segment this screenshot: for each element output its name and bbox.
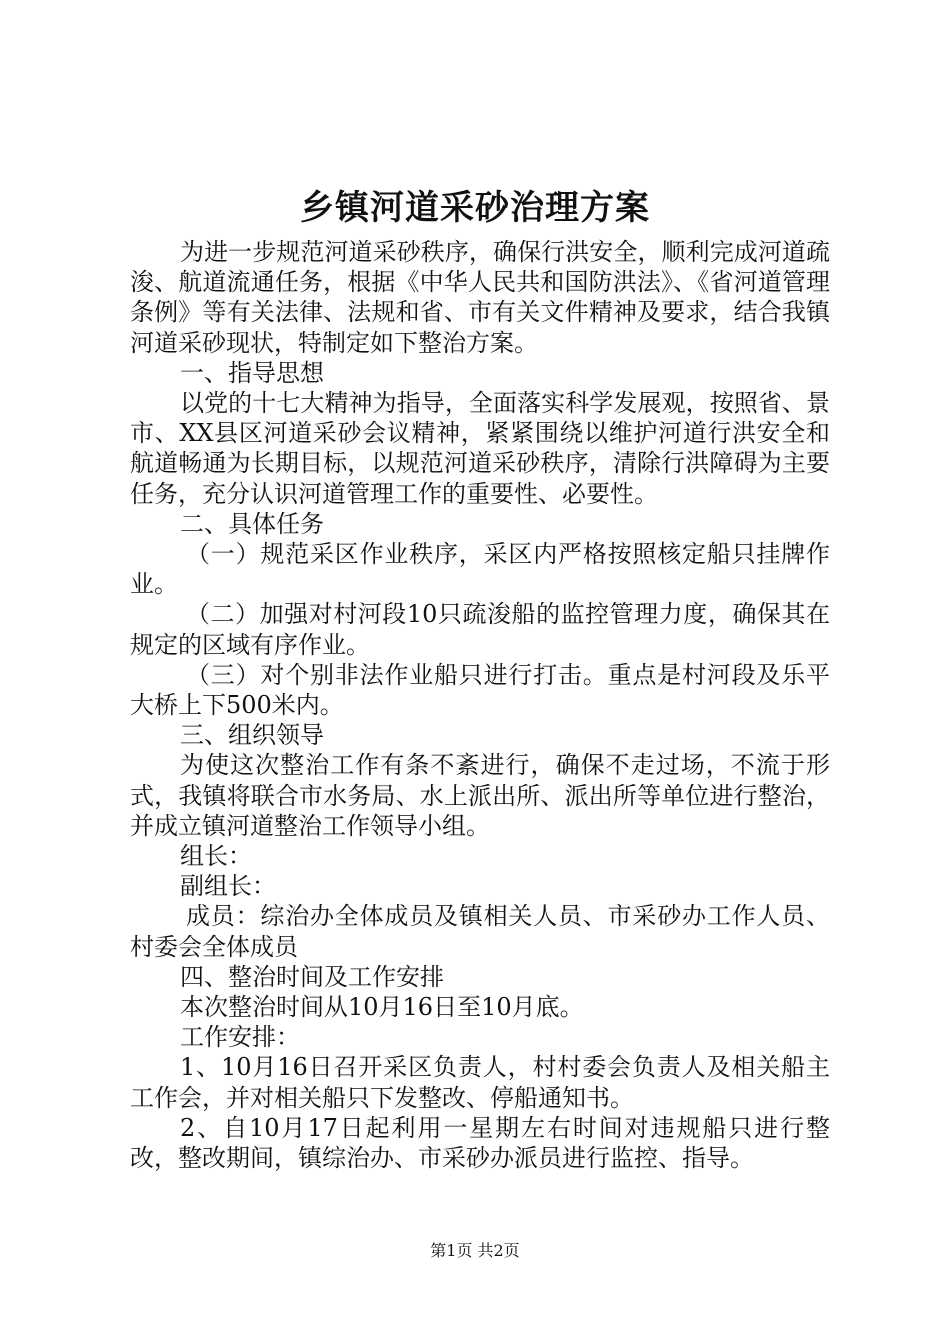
schedule-period-line: 本次整治时间从10月16日至10月底。 — [180, 993, 584, 1022]
section-heading-organization: 三、组织领导 — [180, 721, 324, 750]
section-heading-guiding-thought: 一、指导思想 — [180, 358, 324, 387]
task-item-1: （一）规范采区作业秩序，采区内严格按照核定船只挂牌作业。 — [130, 540, 830, 599]
intro-paragraph: 为进一步规范河道采砂秩序，确保行洪安全，顺利完成河道疏浚、航道流通任务，根据《中华人民共和国防洪法》、《省河道管理条例》等有关法律、法规和省、市有关文件精神及要求，结合我镇河道采砂现状，特制定如下整治方案。 — [130, 238, 830, 357]
task-item-3: （三）对个别非法作业船只进行打击。重点是村河段及乐平大桥上下500米内。 — [130, 660, 830, 720]
section-heading-schedule: 四、整治时间及工作安排 — [180, 962, 444, 991]
page-footer: 第1页 共2页 — [430, 1241, 520, 1260]
members-line: 成员：综治办全体成员及镇相关人员、市采砂办工作人员、村委会全体成员 — [130, 902, 830, 961]
organization-paragraph: 为使这次整治工作有条不紊进行，确保不走过场，不流于形式，我镇将联合市水务局、水上派出所、派出所等单位进行整治，并成立镇河道整治工作领导小组。 — [130, 751, 830, 840]
document-body — [130, 237, 830, 1173]
group-leader-line: 组长： — [180, 842, 252, 871]
document-title: 乡镇河道采砂治理方案 — [300, 188, 650, 228]
guiding-thought-paragraph: 以党的十七大精神为指导，全面落实科学发展观，按照省、景市、XX县区河道采砂会议精神，紧紧围绕以维护河道行洪安全和航道畅通为长期目标，以规范河道采砂秩序，清除行洪障碍为主要任务，充分认识河道管理工作的重要性、必要性。 — [130, 389, 830, 508]
deputy-leader-line: 副组长： — [180, 872, 276, 901]
arrangement-item-2: 2、自10月17日起利用一星期左右时间对违规船只进行整改，整改期间，镇综治办、市采砂办派员进行监控、指导。 — [130, 1113, 830, 1173]
arrangement-item-1: 1、10月16日召开采区负责人，村村委会负责人及相关船主工作会，并对相关船只下发整改、停船通知书。 — [130, 1053, 830, 1112]
work-arrangement-heading: 工作安排： — [180, 1023, 300, 1052]
task-item-2: （二）加强对村河段10只疏浚船的监控管理力度，确保其在规定的区域有序作业。 — [130, 600, 830, 659]
section-heading-specific-tasks: 二、具体任务 — [180, 509, 324, 538]
